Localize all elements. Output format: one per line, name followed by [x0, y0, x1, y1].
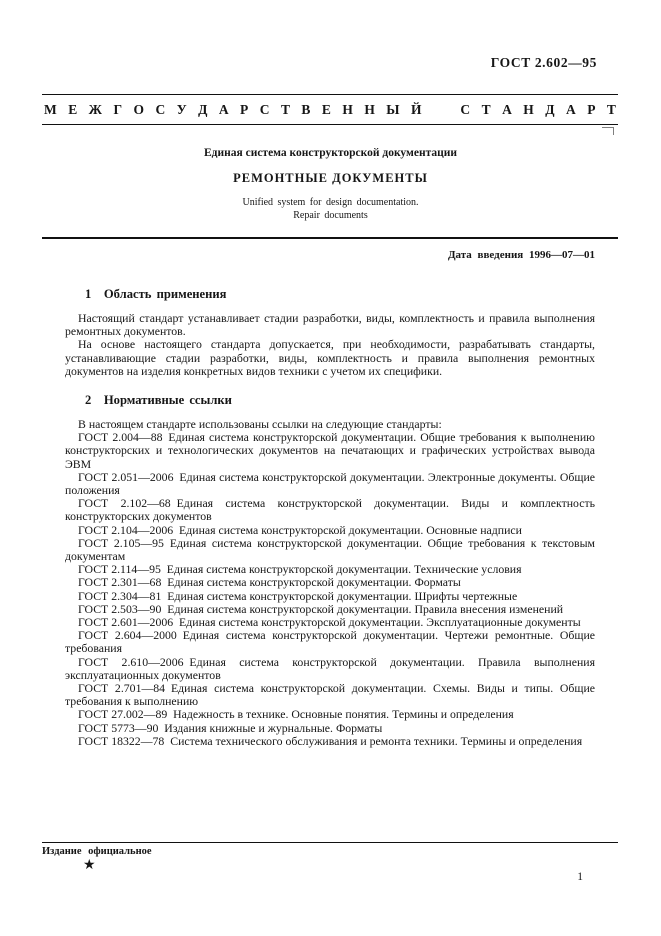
footer-rule [42, 842, 618, 843]
standard-type-label: М Е Ж Г О С У Д А Р С Т В Е Н Н Ы Й С Т А Н Д А Р Т [44, 102, 616, 117]
official-edition-note: Издание официальное [42, 846, 152, 857]
reference-item: ГОСТ 2.102—68 Единая система конструкторской документации. Виды и комплектность конструкторских документов [65, 496, 595, 524]
paragraph: В настоящем стандарте использованы ссылки на следующие стандарты: [78, 417, 442, 432]
page-number: 1 [577, 871, 583, 883]
doc-code: ГОСТ 2.602—95 [490, 55, 597, 70]
paragraph: На основе настоящего стандарта допускается, при необходимости, разрабатывать стандарты, устанавливающие стадии разработки, виды, комплектность и правила выполнения ремонтных документов на изделия конкретных видов техники с учетом их специфики. [65, 337, 595, 378]
reference-item: ГОСТ 2.104—2006 Единая система конструкторской документации. Основные надписи [78, 522, 522, 537]
title-english-line2: Repair documents [293, 210, 368, 221]
band-bottom-rule [42, 124, 618, 125]
standard-type-band [42, 94, 618, 125]
section-2-heading: 2 Нормативные ссылки [85, 393, 232, 408]
reference-item: ГОСТ 2.301—68 Единая система конструкторской документации. Форматы [78, 575, 461, 590]
reference-item: ГОСТ 2.114—95 Единая система конструкторской документации. Технические условия [78, 562, 522, 577]
reference-item: ГОСТ 2.105—95 Единая система конструкторской документации. Общие требования к текстовым документам [65, 535, 595, 564]
reference-item: ГОСТ 2.304—81 Единая система конструкторской документации. Шрифты чертежные [78, 588, 518, 603]
reference-item: ГОСТ 2.051—2006 Единая система конструкторской документации. Электронные документы. Общие положения [65, 469, 595, 498]
document-body [65, 287, 595, 748]
reference-item: ГОСТ 18322—78 Система технического обслуживания и ремонта техники. Термины и определения [78, 733, 583, 748]
reference-item: ГОСТ 2.601—2006 Единая система конструкторской документации. Эксплуатационные документы [78, 615, 581, 630]
scan-artifact [602, 127, 614, 135]
reference-item: ГОСТ 2.004—88 Единая система конструкторской документации. Общие требования к выполнению конструкторских и технологических документов на печатающих и графических устройствах вывода ЭВМ [65, 430, 595, 471]
reference-item: ГОСТ 2.610—2006 Единая система конструкторской документации. Правила выполнения эксплуатационных документов [65, 654, 595, 682]
title-system: Единая система конструкторской документации [204, 147, 457, 159]
title-english-line1: Unified system for design documentation. [242, 197, 419, 208]
reference-item: ГОСТ 2.503—90 Единая система конструкторской документации. Правила внесения изменений [78, 601, 564, 616]
star-icon: ★ [83, 858, 96, 873]
title-main: РЕМОНТНЫЕ ДОКУМЕНТЫ [233, 171, 428, 185]
title-separator-rule [42, 237, 618, 239]
title-english [0, 196, 661, 222]
title-block [0, 147, 661, 222]
effective-date: Дата введения 1996—07—01 [447, 249, 595, 261]
paragraph: Настоящий стандарт устанавливает стадии разработки, виды, комплектность и правила выполнения ремонтных документов. [65, 311, 595, 339]
reference-item: ГОСТ 5773—90 Издания книжные и журнальные. Форматы [78, 720, 383, 735]
reference-item: ГОСТ 27.002—89 Надежность в технике. Основные понятия. Термины и определения [78, 707, 514, 722]
reference-item: ГОСТ 2.701—84 Единая система конструкторской документации. Схемы. Виды и типы. Общие требования к выполнению [65, 681, 595, 709]
section-1-heading: 1 Область применения [85, 287, 227, 301]
reference-item: ГОСТ 2.604—2000 Единая система конструкторской документации. Чертежи ремонтные. Общие требования [65, 628, 595, 656]
